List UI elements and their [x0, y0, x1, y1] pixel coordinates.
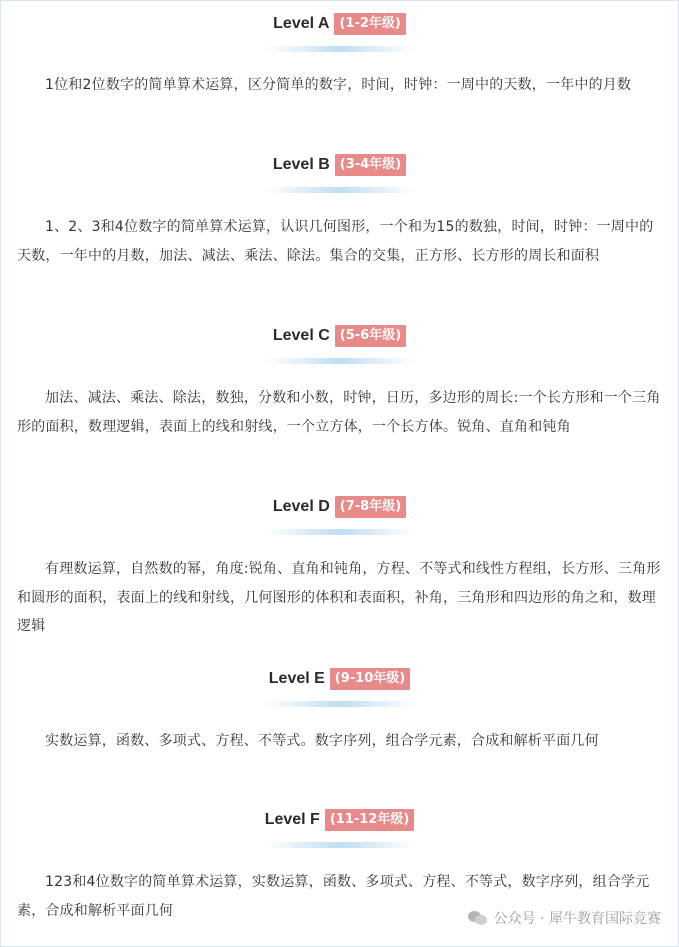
wechat-icon [468, 910, 488, 926]
level-label: Level F [264, 811, 320, 828]
grade-badge: (11-12年级) [325, 809, 414, 831]
grade-badge: (7-8年级) [335, 496, 406, 518]
level-d-heading [0, 496, 679, 526]
heading-underline [265, 358, 415, 364]
level-b-heading [0, 154, 679, 184]
level-label: Level A [273, 15, 330, 32]
level-label: Level E [268, 670, 325, 687]
level-e-heading [0, 668, 679, 698]
level-f-heading [0, 809, 679, 839]
level-label: Level C [272, 327, 330, 344]
watermark [468, 906, 661, 930]
grade-badge: (5-6年级) [335, 325, 406, 347]
heading-underline [265, 46, 415, 52]
level-a-heading [0, 13, 679, 43]
level-d-description: 有理数运算，自然数的幂，角度:锐角、直角和钝角，方程、不等式和线性方程组，长方形、三角形和圆形的面积，表面上的线和射线，几何图形的体积和表面积，补角，三角形和四边形的角之和，数理逻辑 [17, 561, 661, 634]
level-b-description: 1、2、3和4位数字的简单算术运算，认识几何图形，一个和为15的数独，时间，时钟：一周中的天数，一年中的月数，加法、减法、乘法、除法。集合的交集，正方形、长方形的周长和面积 [17, 219, 654, 264]
heading-underline [265, 701, 415, 707]
level-c-heading [0, 325, 679, 355]
watermark-text: 公众号 · 犀牛教育国际竞赛 [493, 911, 661, 927]
level-c-description: 加法、减法、乘法、除法，数独，分数和小数，时钟，日历，多边形的周长:一个长方形和一个三角形的面积，数理逻辑，表面上的线和射线，一个立方体，一个长方体。锐角、直角和钝角 [17, 390, 661, 435]
level-f-description: 123和4位数字的简单算术运算，实数运算，函数、多项式、方程、不等式，数字序列，组合学元素，合成和解析平面几何 [17, 874, 650, 919]
grade-badge: (3-4年级) [335, 154, 406, 176]
grade-badge: (1-2年级) [334, 13, 405, 35]
heading-underline [265, 842, 415, 848]
level-label: Level B [272, 156, 330, 173]
level-e-description: 实数运算，函数、多项式、方程、不等式。数字序列，组合学元素，合成和解析平面几何 [45, 733, 599, 749]
heading-underline [265, 187, 415, 193]
level-a-description: 1位和2位数字的简单算术运算，区分简单的数字，时间，时钟：一周中的天数，一年中的月数 [45, 77, 632, 93]
heading-underline [265, 529, 415, 535]
grade-badge: (9-10年级) [330, 668, 410, 690]
level-label: Level D [272, 498, 330, 515]
